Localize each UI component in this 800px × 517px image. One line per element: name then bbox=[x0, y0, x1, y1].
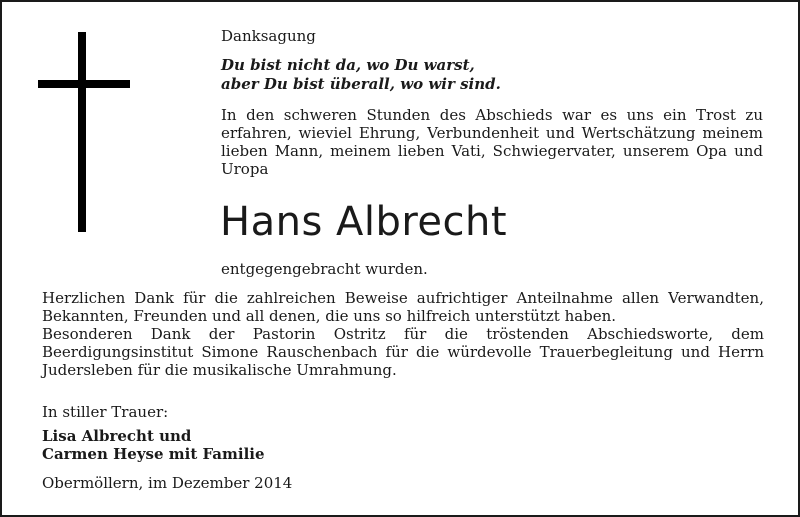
mourners-list bbox=[42, 427, 265, 463]
intro-text: In den schweren Stunden des Abschieds war es uns ein Trost zu erfahren, wieviel Ehrung, Verbundenheit und Wertschätzung meinem lieben Mann, meinem lieben Vati, Schwiegervater, unserem Opa und Uropa bbox=[221, 106, 763, 178]
mourners-label: In stiller Trauer: bbox=[42, 403, 169, 421]
cross-horizontal-bar bbox=[38, 80, 130, 88]
quote-line: Du bist nicht da, wo Du warst, bbox=[221, 56, 475, 74]
cross-vertical-bar bbox=[78, 32, 86, 232]
thanks-paragraph: Herzlichen Dank für die zahlreichen Beweise aufrichtiger Anteilnahme allen Verwandten, Bekannten, Freunden und all denen, die uns so hilfreich unterstützt haben. bbox=[42, 289, 764, 325]
place-date: Obermöllern, im Dezember 2014 bbox=[42, 474, 293, 492]
mourner-name: Lisa Albrecht und bbox=[42, 427, 192, 445]
cross-icon bbox=[38, 32, 130, 232]
mourner-name: Carmen Heyse mit Familie bbox=[42, 445, 265, 463]
memorial-quote bbox=[221, 56, 781, 94]
deceased-name: Hans Albrecht bbox=[220, 199, 508, 245]
thanks-paragraph: Besonderen Dank der Pastorin Ostritz für die tröstenden Abschiedsworte, dem Beerdigungsinstitut Simone Rauschenbach für die würdevolle Trauerbegleitung und Herrn Judersleben für die musikalische Umrahmung. bbox=[42, 325, 764, 379]
intro-continuation: entgegengebracht wurden. bbox=[221, 260, 428, 278]
thanks-text bbox=[42, 289, 764, 379]
notice-heading: Danksagung bbox=[221, 27, 316, 45]
quote-line: aber Du bist überall, wo wir sind. bbox=[221, 75, 501, 93]
